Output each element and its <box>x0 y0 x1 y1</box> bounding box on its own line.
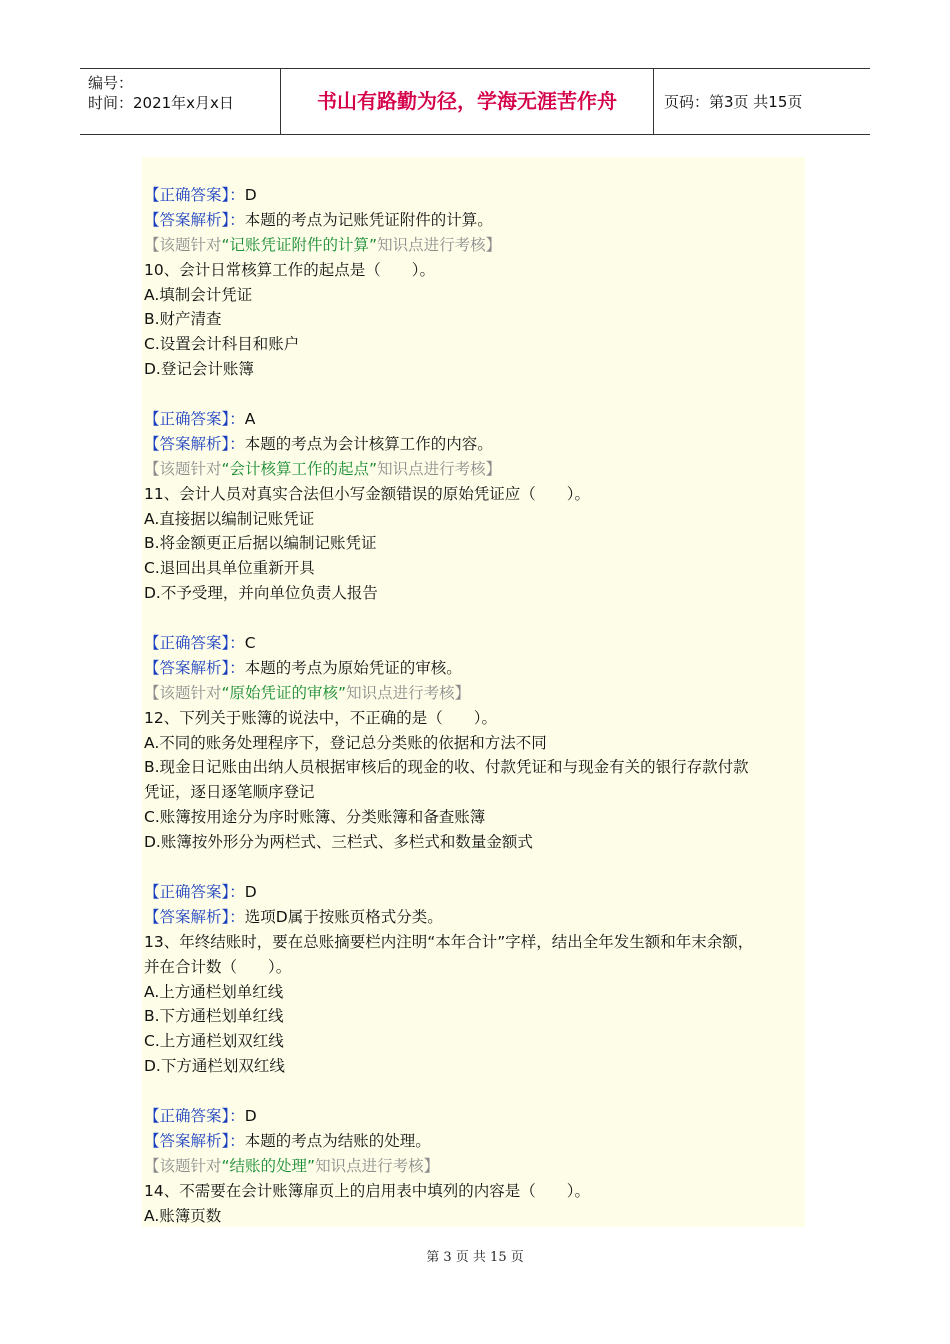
text-line <box>144 980 824 1005</box>
page-header <box>80 68 870 135</box>
text-line <box>144 208 824 233</box>
text-line <box>144 1204 824 1229</box>
line-text: 14、不需要在会计账簿扉页上的启用表中填列的内容是（ ）。 <box>144 1181 590 1200</box>
topic-suffix: 知识点进行考核】 <box>377 459 502 478</box>
topic-name: “会计核算工作的起点” <box>221 459 378 478</box>
answer-tag: 【答案解析】： <box>144 658 245 677</box>
text-line <box>144 457 824 482</box>
line-text: B.将金额更正后据以编制记账凭证 <box>144 534 377 553</box>
text-line <box>144 432 824 457</box>
question-text-body <box>144 183 824 1228</box>
text-line <box>144 556 824 581</box>
text-line <box>144 805 824 830</box>
topic-suffix: 知识点进行考核】 <box>377 235 502 254</box>
line-text: A.填制会计凭证 <box>144 285 253 304</box>
answer-tag: 【答案解析】： <box>144 1131 245 1150</box>
answer-tag: 【答案解析】： <box>144 907 245 926</box>
doc-time-label: 时间：2021年x月x日 <box>88 94 234 112</box>
line-text: D.账簿按外形分为两栏式、三栏式、多栏式和数量金额式 <box>144 833 533 852</box>
line-text: C <box>244 634 256 653</box>
line-text: 10、会计日常核算工作的起点是（ ）。 <box>144 260 435 279</box>
line-text: A.直接据以编制记账凭证 <box>144 509 315 528</box>
header-left-cell <box>80 69 281 134</box>
text-line <box>144 382 824 407</box>
text-line <box>144 1004 824 1029</box>
line-text: C.账簿按用途分为序时账簿、分类账簿和备查账簿 <box>144 808 486 827</box>
line-text: D.不予受理，并向单位负责人报告 <box>144 584 378 603</box>
text-line <box>144 482 824 507</box>
line-text: A.不同的账务处理程序下，登记总分类账的依据和方法不同 <box>144 733 547 752</box>
line-text: D.下方通栏划双红线 <box>144 1057 285 1076</box>
line-text: A.上方通栏划单红线 <box>144 982 284 1001</box>
text-line <box>144 606 824 631</box>
topic-name: “记账凭证附件的计算” <box>221 235 378 254</box>
text-line <box>144 507 824 532</box>
text-line <box>144 258 824 283</box>
line-text: D.登记会计账簿 <box>144 360 254 379</box>
line-text: 本题的考点为原始凭证的审核。 <box>244 658 462 677</box>
text-line <box>144 332 824 357</box>
text-line <box>144 955 824 980</box>
line-text: A <box>244 410 256 429</box>
answer-tag: 【正确答案】： <box>144 1106 245 1125</box>
page-footer: 第 3 页 共 15 页 <box>426 1250 524 1265</box>
text-line <box>144 307 824 332</box>
text-line <box>144 1104 824 1129</box>
text-line <box>144 930 824 955</box>
topic-prefix: 【该题针对 <box>144 1156 222 1175</box>
answer-tag: 【正确答案】： <box>144 410 245 429</box>
topic-prefix: 【该题针对 <box>144 683 222 702</box>
text-line <box>144 1179 824 1204</box>
line-text: B.下方通栏划单红线 <box>144 1007 284 1026</box>
text-line <box>144 531 824 556</box>
text-line <box>144 780 824 805</box>
line-text: 本题的考点为结账的处理。 <box>244 1131 431 1150</box>
text-line <box>144 731 824 756</box>
line-text: 11、会计人员对真实合法但小写金额错误的原始凭证应（ ）。 <box>144 484 590 503</box>
text-line <box>144 905 824 930</box>
line-text: 并在合计数（ ）。 <box>144 957 292 976</box>
doc-number-label: 编号： <box>88 74 134 92</box>
topic-suffix: 知识点进行考核】 <box>346 683 471 702</box>
line-text: B.财产清查 <box>144 310 222 329</box>
header-page-label: 页码：第3页 共15页 <box>664 93 803 111</box>
line-text: D <box>244 1106 257 1125</box>
answer-tag: 【正确答案】： <box>144 882 245 901</box>
answer-tag: 【答案解析】： <box>144 210 245 229</box>
answer-tag: 【正确答案】： <box>144 634 245 653</box>
header-motto: 书山有路勤为径，学海无涯苦作舟 <box>281 69 654 134</box>
topic-name: “原始凭证的审核” <box>221 683 347 702</box>
text-line <box>144 1154 824 1179</box>
text-line <box>144 233 824 258</box>
line-text: C.上方通栏划双红线 <box>144 1032 284 1051</box>
text-line <box>144 880 824 905</box>
text-line <box>144 1054 824 1079</box>
text-line <box>144 631 824 656</box>
line-text: 选项D属于按账页格式分类。 <box>244 907 443 926</box>
line-text: 本题的考点为记账凭证附件的计算。 <box>244 210 493 229</box>
text-line <box>144 855 824 880</box>
line-text: D <box>244 186 257 204</box>
topic-name: “结账的处理” <box>221 1156 316 1175</box>
topic-suffix: 知识点进行考核】 <box>315 1156 440 1175</box>
line-text: B.现金日记账由出纳人员根据审核后的现金的收、付款凭证和与现金有关的银行存款付款 <box>144 758 749 777</box>
text-line <box>144 283 824 308</box>
text-line <box>144 830 824 855</box>
line-text: 凭证，逐日逐笔顺序登记 <box>144 783 315 802</box>
line-text: C.设置会计科目和账户 <box>144 335 300 354</box>
text-line <box>144 183 824 208</box>
text-line <box>144 706 824 731</box>
text-line <box>144 1129 824 1154</box>
text-line <box>144 1029 824 1054</box>
text-line <box>144 407 824 432</box>
text-line <box>144 1079 824 1104</box>
topic-prefix: 【该题针对 <box>144 459 222 478</box>
line-text: C.退回出具单位重新开具 <box>144 559 315 578</box>
text-line <box>144 656 824 681</box>
line-text: A.账簿页数 <box>144 1206 222 1225</box>
topic-prefix: 【该题针对 <box>144 235 222 254</box>
text-line <box>144 357 824 382</box>
line-text: 13、年终结账时，要在总账摘要栏内注明“本年合计”字样，结出全年发生额和年末余额， <box>144 932 754 951</box>
line-text: 本题的考点为会计核算工作的内容。 <box>244 434 493 453</box>
answer-tag: 【正确答案】： <box>144 186 245 204</box>
text-line <box>144 581 824 606</box>
line-text: D <box>244 882 257 901</box>
text-line <box>144 681 824 706</box>
answer-tag: 【答案解析】： <box>144 434 245 453</box>
text-line <box>144 755 824 780</box>
line-text: 12、下列关于账簿的说法中，不正确的是（ ）。 <box>144 708 497 727</box>
